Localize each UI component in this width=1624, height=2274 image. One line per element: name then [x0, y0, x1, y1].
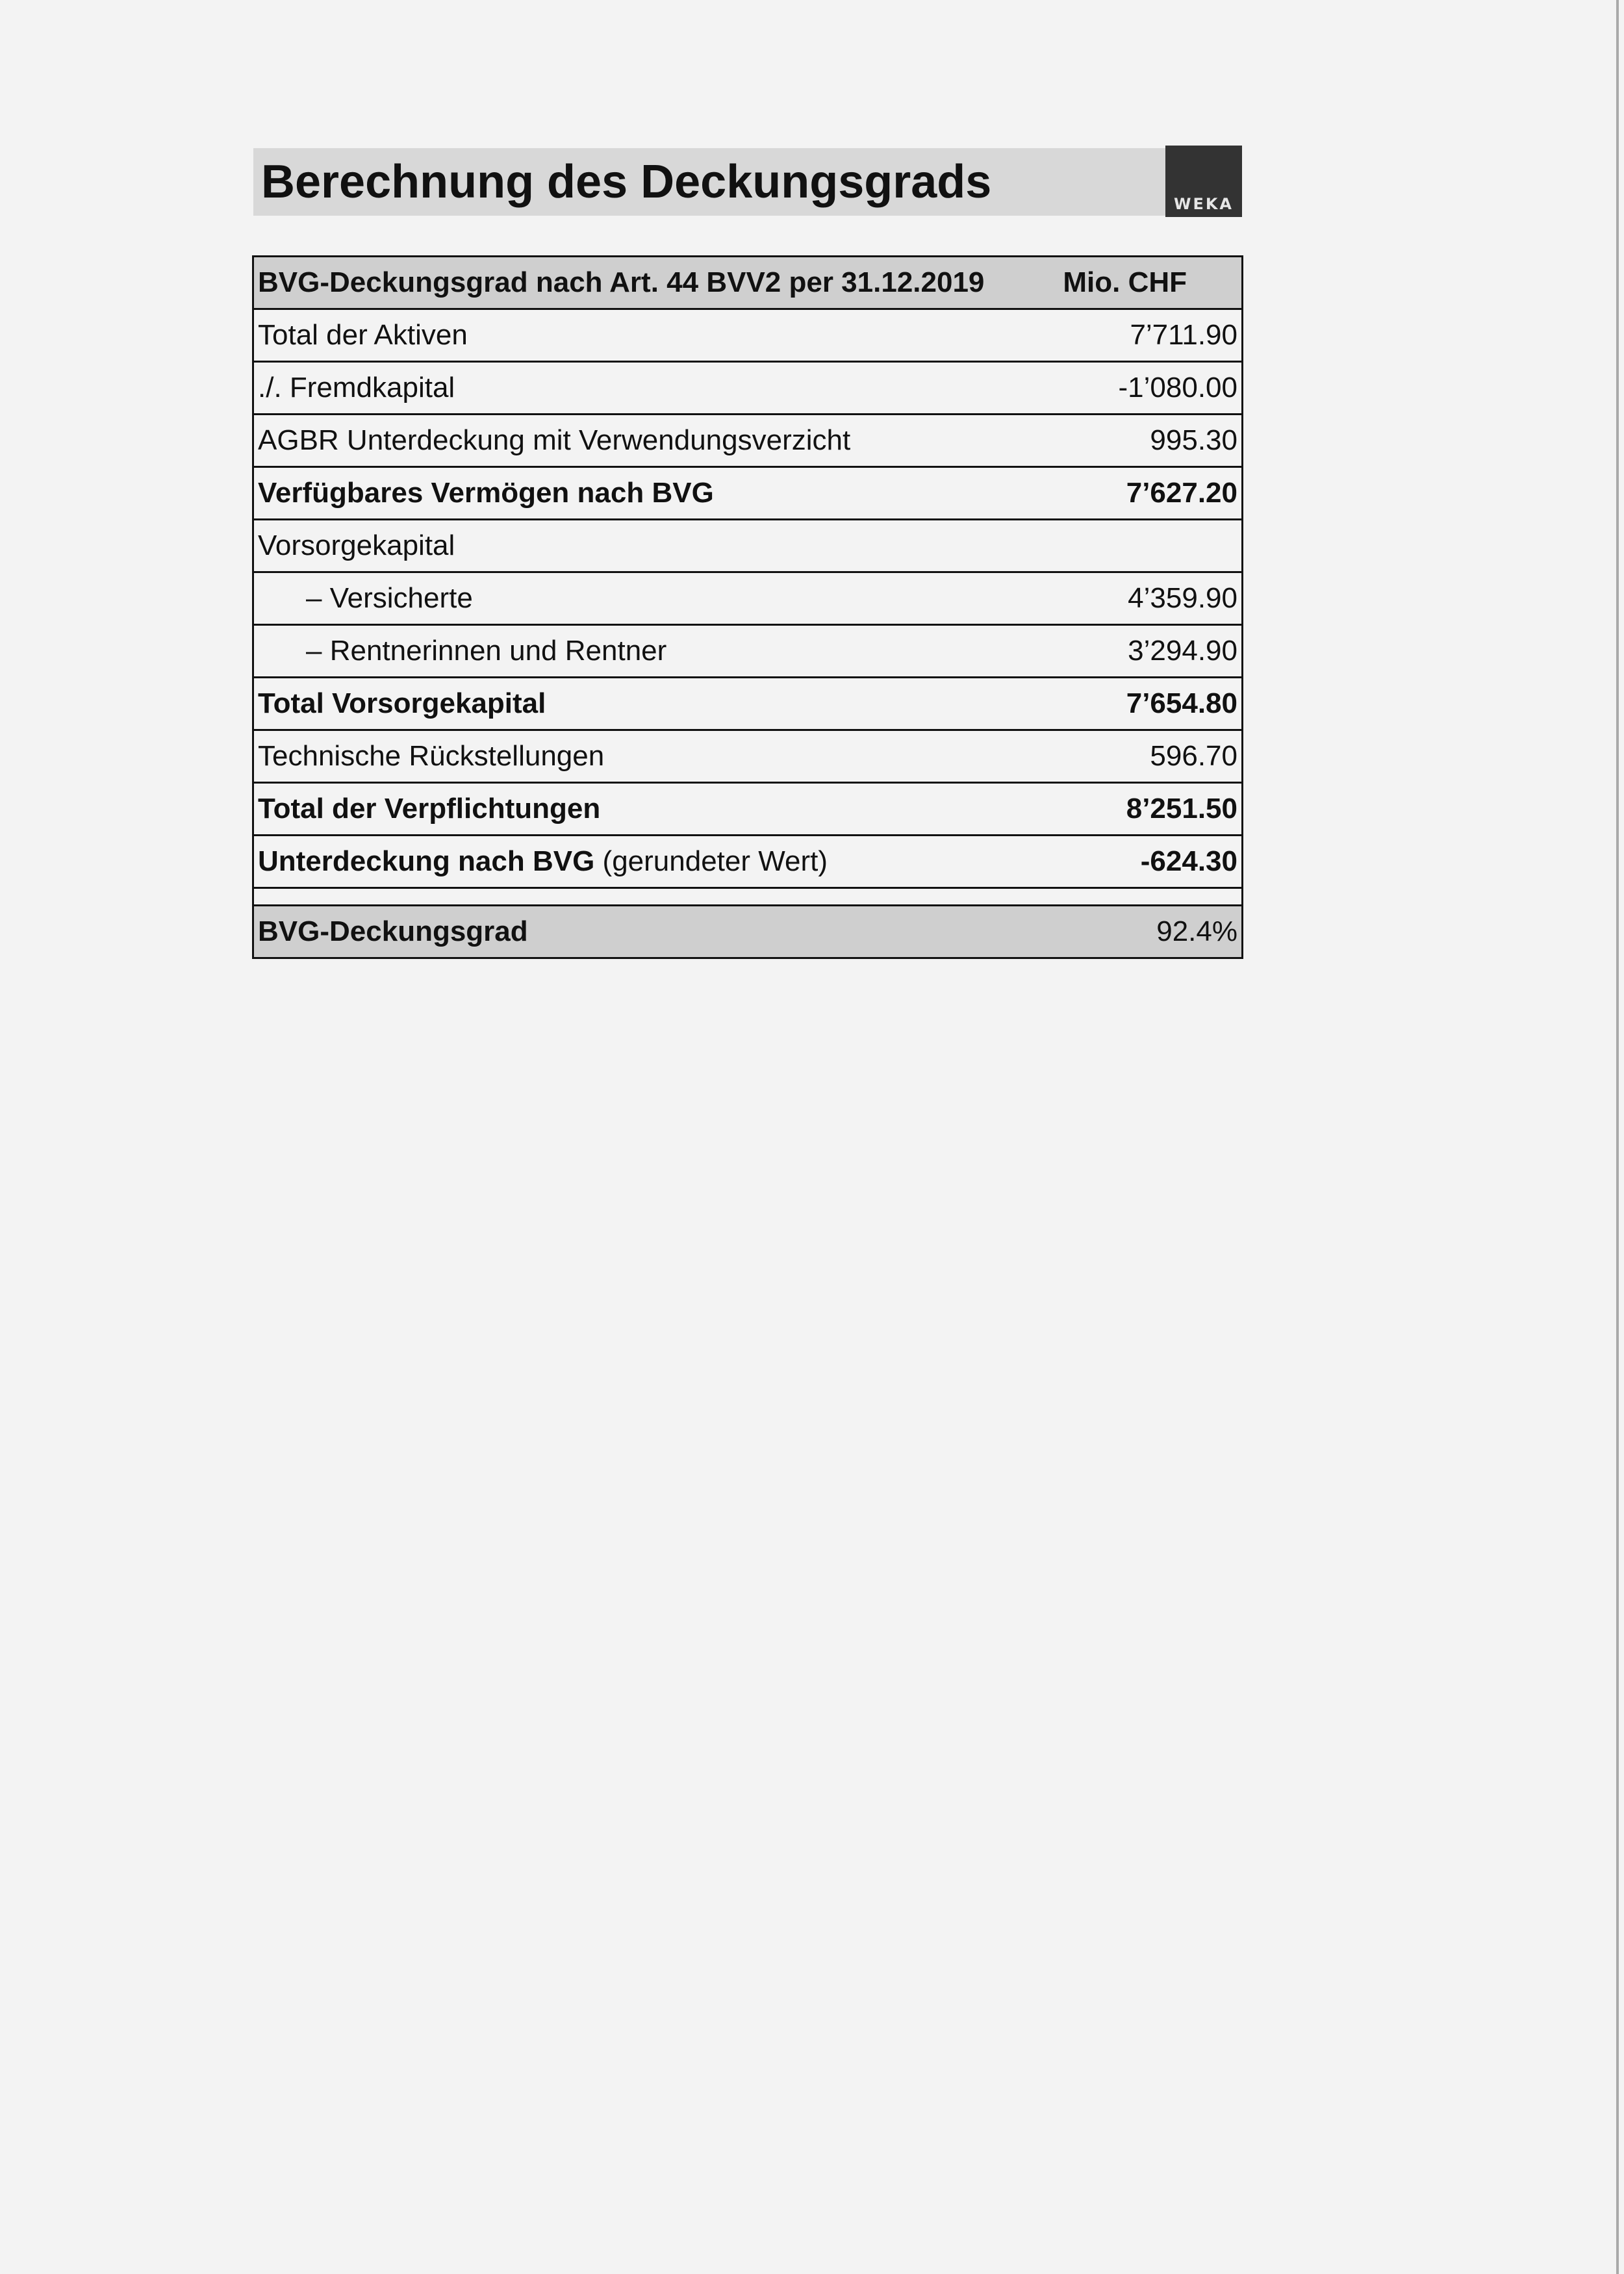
row-technische-rueckstellungen [254, 729, 1241, 782]
row-label: Verfügbares Vermögen nach BVG [258, 477, 714, 509]
row-value: 3’294.90 [1128, 635, 1237, 667]
row-value: 7’711.90 [1130, 319, 1237, 351]
row-fremdkapital [254, 361, 1241, 413]
row-label-suffix: (gerundeter Wert) [594, 845, 828, 877]
row-value: -624.30 [1140, 845, 1237, 877]
row-total-verpflichtungen [254, 782, 1241, 834]
row-agbr-unterdeckung [254, 413, 1241, 466]
row-label: Total Vorsorgekapital [258, 687, 546, 719]
row-label: – Versicherte [306, 582, 473, 614]
row-label: Vorsorgekapital [258, 530, 455, 561]
row-label: Total der Aktiven [258, 319, 468, 351]
row-total-aktiven [254, 308, 1241, 361]
row-label: – Rentnerinnen und Rentner [306, 635, 667, 667]
row-unterdeckung-bvg [254, 834, 1241, 887]
row-value: 8’251.50 [1126, 793, 1237, 824]
row-label-group [258, 836, 828, 887]
row-value: -1’080.00 [1118, 372, 1237, 403]
row-label: AGBR Unterdeckung mit Verwendungsverzicht [258, 424, 851, 456]
weka-logo [1165, 146, 1242, 217]
row-value: 7’627.20 [1126, 477, 1237, 509]
result-value: 92.4% [1156, 915, 1237, 947]
row-value: 995.30 [1150, 424, 1237, 456]
row-rentner [254, 624, 1241, 676]
row-vorsorgekapital [254, 518, 1241, 571]
header-unit: Mio. CHF [1063, 266, 1187, 298]
header-label: BVG-Deckungsgrad nach Art. 44 BVV2 per 31.12.2019 [258, 266, 985, 298]
page-edge [1616, 0, 1619, 2274]
table-header-row [254, 257, 1241, 308]
row-total-vorsorgekapital [254, 676, 1241, 729]
spacer-row [254, 887, 1241, 904]
row-versicherte [254, 571, 1241, 624]
row-label: Technische Rückstellungen [258, 740, 605, 772]
logo-text: WEKA [1173, 195, 1234, 213]
row-value: 7’654.80 [1126, 687, 1237, 719]
row-label: Total der Verpflichtungen [258, 793, 601, 824]
row-value: 4’359.90 [1128, 582, 1237, 614]
page-title: Berechnung des Deckungsgrads [261, 156, 992, 208]
coverage-ratio-table [252, 255, 1243, 959]
result-label: BVG-Deckungsgrad [258, 915, 528, 947]
row-value: 596.70 [1150, 740, 1237, 772]
row-label: Unterdeckung nach BVG [258, 845, 595, 877]
row-label: ./. Fremdkapital [258, 372, 455, 403]
row-verfuegbares-vermoegen [254, 466, 1241, 518]
result-row [254, 904, 1241, 957]
